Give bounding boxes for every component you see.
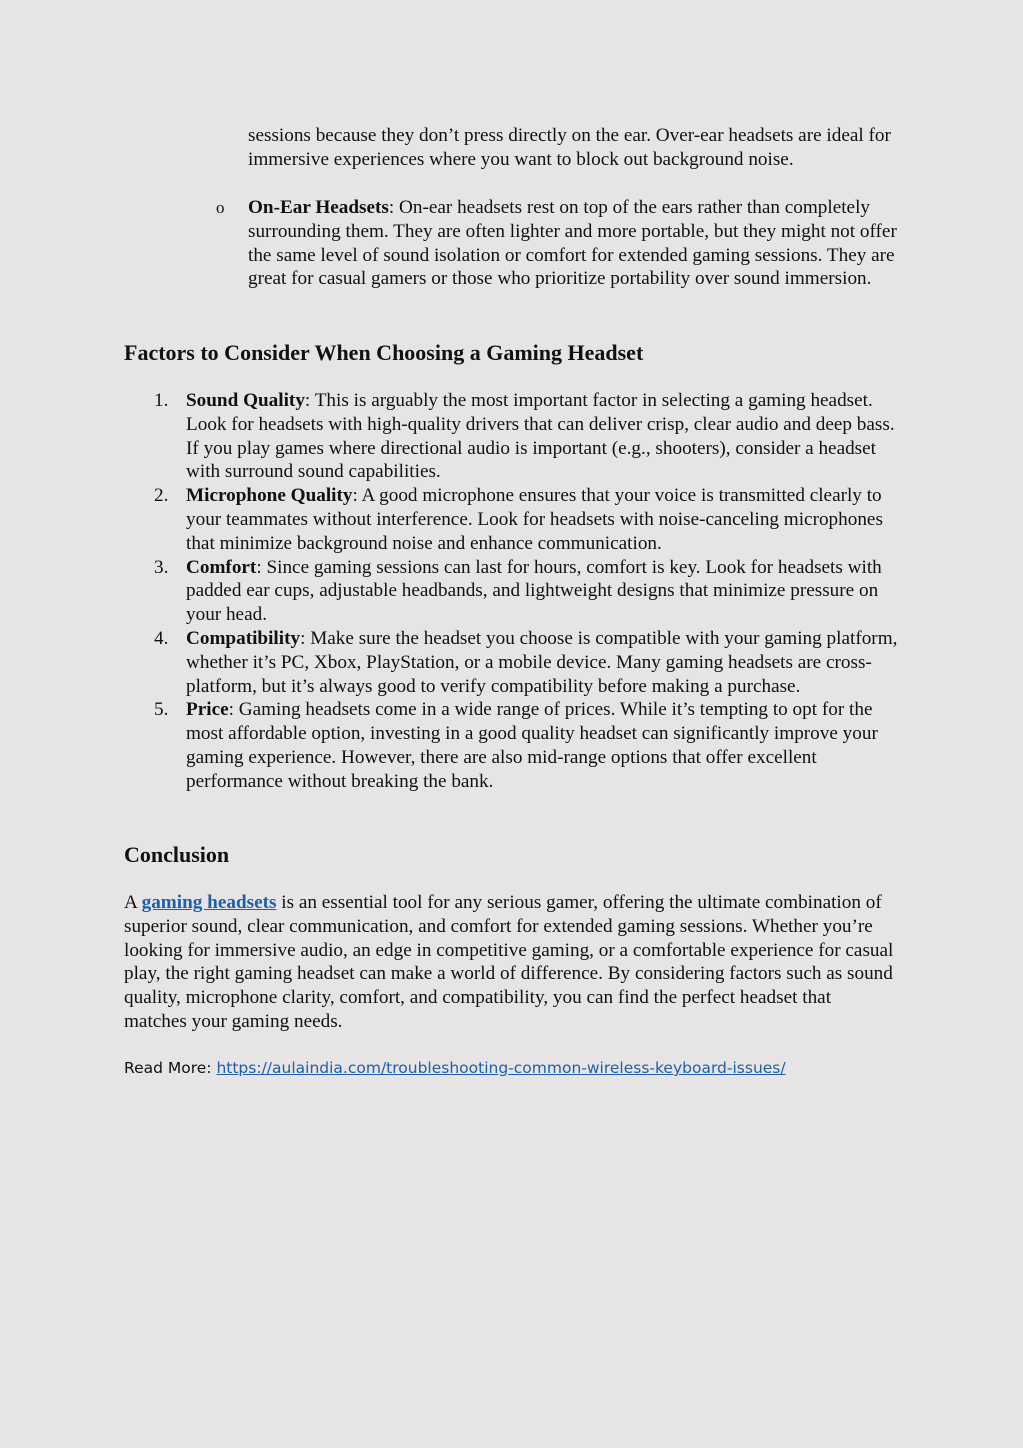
headset-type-list: [216, 196, 908, 291]
list-item-microphone-quality: [154, 484, 898, 555]
read-more-label: Read More:: [124, 1059, 217, 1077]
item-number: 2.: [154, 485, 169, 507]
continuation-paragraph: sessions because they don’t press directly on the ear. Over-ear headsets are ideal for immersive experiences where you want to block out background noise.: [248, 125, 891, 170]
item-number: 4.: [154, 627, 169, 649]
item-term: Sound Quality: [186, 390, 305, 411]
item-term: Comfort: [186, 556, 257, 578]
list-item-sound-quality: [154, 389, 898, 484]
list-item-price: [154, 698, 898, 793]
item-term: On-Ear Headsets: [248, 197, 389, 218]
item-text: : Make sure the headset you choose is compatible with your gaming platform, whether it’s PC, Xbox, PlayStation, or a mobile device. Many gaming headsets are cross-platform, but it’s always good to verify compatibility before making a purchase.: [186, 627, 898, 697]
item-number: 3.: [154, 556, 169, 578]
item-text: : This is arguably the most important factor in selecting a gaming headset. Look for headsets with high-quality drivers that can deliver crisp, clear audio and deep bass. If you play games where directional audio is important (e.g., shooters), consider a headset with surround sound capabilities.: [186, 390, 895, 483]
item-text: : On-ear headsets rest on top of the ears rather than completely surrounding them. They are often lighter and more portable, but they might not offer the same level of sound isolation or comfort for extended gaming sessions. They are great for casual gamers or those who prioritize portability over sound immersion.: [248, 197, 897, 290]
list-item-comfort: [154, 556, 898, 627]
conclusion-prefix: A: [124, 892, 142, 913]
item-term: Price: [186, 699, 229, 721]
item-term: Compatibility: [186, 627, 301, 649]
item-term: Microphone Quality: [186, 485, 353, 507]
item-text: : Gaming headsets come in a wide range of prices. While it’s tempting to opt for the most affordable option, investing in a good quality headset can significantly improve your gaming experience. However, there are also mid-range options that offer excellent performance without breaking the bank.: [186, 699, 878, 792]
factors-list: [154, 389, 898, 794]
conclusion-paragraph: [124, 891, 894, 1034]
item-number: 1.: [154, 390, 169, 411]
item-number: 5.: [154, 699, 169, 721]
gaming-headsets-link[interactable]: gaming headsets: [141, 892, 277, 913]
list-item-on-ear: [216, 196, 908, 291]
hollow-bullet-icon: o: [216, 198, 225, 217]
conclusion-text: is an essential tool for any serious gamer, offering the ultimate combination of superior sound, clear communication, and comfort for extended gaming sessions. Whether you’re looking for immersive audio, an edge in competitive gaming, or a comfortable experience for casual play, the right gaming headset can make a world of difference. By considering factors such as sound quality, microphone clarity, comfort, and compatibility, you can find the perfect headset that matches your gaming needs.: [124, 892, 894, 1032]
item-text: : Since gaming sessions can last for hours, comfort is key. Look for headsets with padded ear cups, adjustable headbands, and lightweight designs that minimize pressure on your head.: [186, 556, 882, 626]
conclusion-heading: Conclusion: [124, 842, 230, 867]
factors-heading: Factors to Consider When Choosing a Gaming Headset: [124, 340, 644, 365]
read-more-link[interactable]: https://aulaindia.com/troubleshooting-common-wireless-keyboard-issues/: [216, 1059, 786, 1077]
list-item-compatibility: [154, 627, 898, 698]
item-text: : A good microphone ensures that your voice is transmitted clearly to your teammates without interference. Look for headsets with noise-canceling microphones that minimize background noise and enhance communication.: [186, 485, 883, 554]
read-more-line: [124, 1058, 786, 1078]
